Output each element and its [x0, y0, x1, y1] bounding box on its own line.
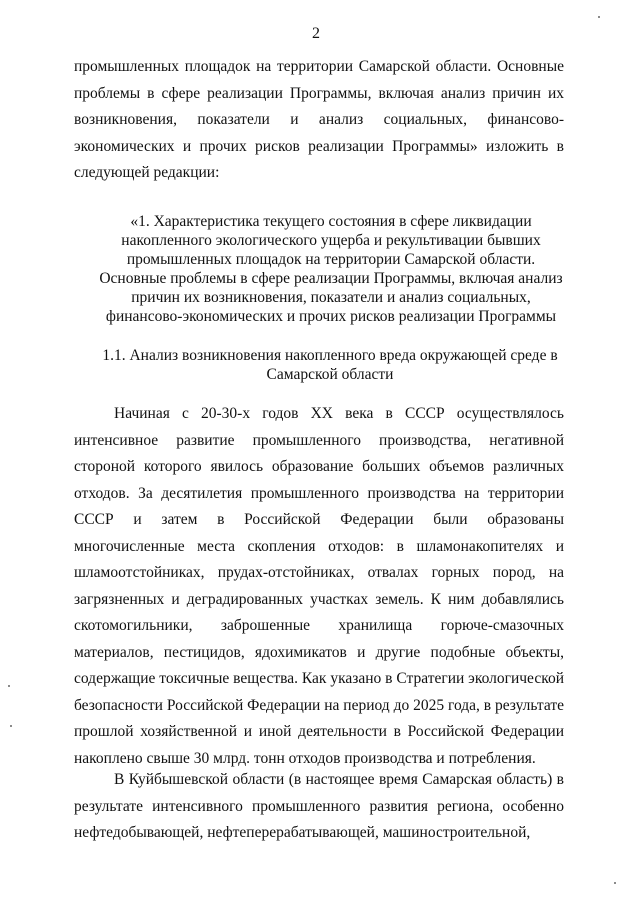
section-heading: «1. Характеристика текущего состояния в сфере ликвидации накопленного экологического ущерба и рекультивации бывших промышленных площадок на территории Самарской области. Основные проблемы в сфере реализации Программы, включая анализ причин их возникновения, показатели и анализ социальных, финансово-экономических и прочих рисков реализации Программы	[99, 213, 563, 325]
body-paragraph-2: В Куйбышевской области (в настоящее время Самарская область) в результате интенсивного промышленного развития региона, особенно нефтедобывающей, нефтеперерабатывающей, машиностроительной,	[74, 771, 564, 841]
scan-speck	[614, 882, 616, 884]
scan-speck	[598, 16, 600, 18]
page-number: 2	[312, 25, 320, 42]
scan-speck	[8, 685, 10, 687]
intro-paragraph: промышленных площадок на территории Самарской области. Основные проблемы в сфере реализации Программы, включая анализ причин их возникновения, показатели и анализ социальных, финансово-экономических и прочих рисков реализации Программы» изложить в следующей редакции:	[74, 58, 564, 181]
subsection-heading: 1.1. Анализ возникновения накопленного вреда окружающей среде в Самарской области	[102, 347, 558, 383]
scan-speck	[10, 725, 12, 727]
body-paragraph-1: Начиная с 20-30-х годов XX века в СССР осуществлялось интенсивное развитие промышленного производства, негативной стороной которого явилось образование больших объемов различных отходов. За десятилетия промышленного производства на территории СССР и затем в Российской Федерации были образованы многочисленные места скопления отходов: в шламонакопителях и шламоотстойниках, прудах-отстойниках, отвалах горных пород, на загрязненных и деградированных участках земель. К ним добавлялись скотомогильники, заброшенные хранилища горюче-смазочных материалов, пестицидов, ядохимикатов и другие подобные объекты, содержащие токсичные вещества. Как указано в Стратегии экологической безопасности Российской Федерации на период до 2025 года, в результате прошлой хозяйственной и иной деятельности в Российской Федерации накоплено свыше 30 млрд. тонн отходов производства и потребления.	[74, 405, 564, 767]
